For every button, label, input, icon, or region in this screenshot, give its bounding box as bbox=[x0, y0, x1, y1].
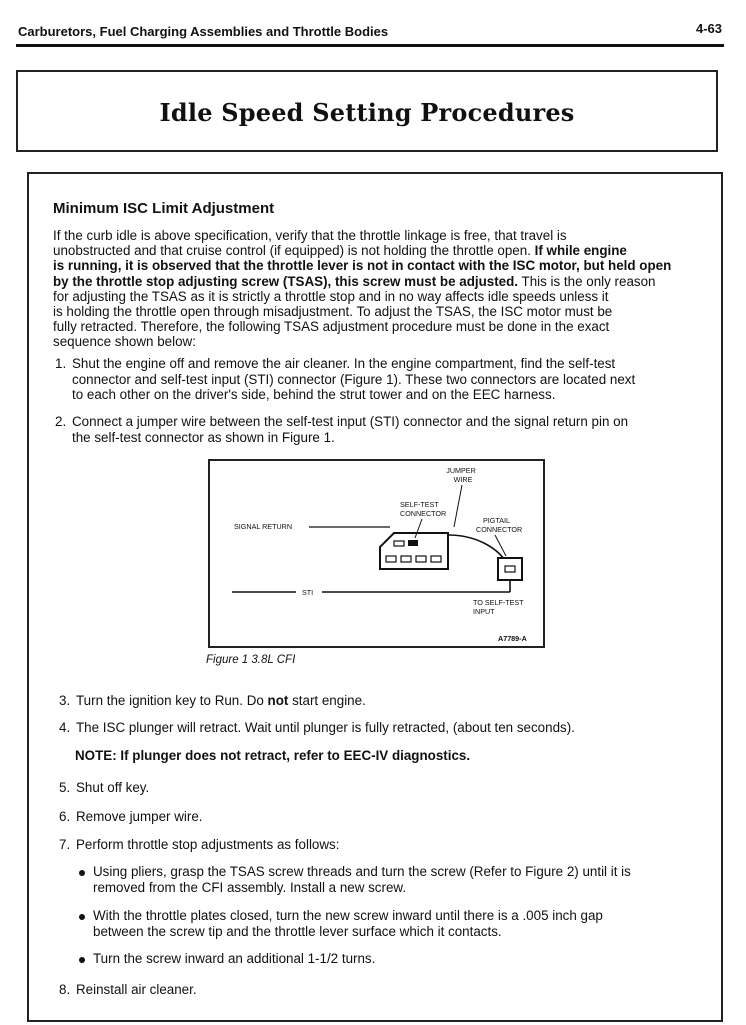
label-wire: WIRE bbox=[453, 475, 473, 484]
wiring-diagram bbox=[210, 461, 543, 646]
intro-line: is holding the throttle open through misadjustment. To adjust the TSAS, the ISC motor must be bbox=[53, 304, 613, 320]
title-box bbox=[16, 70, 718, 152]
note: NOTE: If plunger does not retract, refer to EEC-IV diagnostics. bbox=[75, 748, 471, 763]
label-pigtail: PIGTAIL bbox=[483, 516, 511, 525]
intro-line: sequence shown below: bbox=[53, 334, 196, 350]
bullet-icon bbox=[79, 870, 85, 876]
label-jumper: JUMPER bbox=[446, 466, 476, 475]
label-input: INPUT bbox=[473, 607, 495, 616]
figure-1 bbox=[208, 459, 545, 648]
label-sti: STI bbox=[302, 588, 314, 597]
bullet-icon bbox=[79, 914, 85, 920]
self-test-connector bbox=[380, 533, 448, 569]
section-heading: Minimum ISC Limit Adjustment bbox=[53, 200, 275, 217]
page-header bbox=[18, 21, 722, 42]
intro-line: unobstructed and that cruise control (if equipped) is not holding the throttle open. If while engine bbox=[53, 243, 627, 259]
figure-code: A7789-A bbox=[498, 634, 527, 643]
intro-line: is running, it is observed that the throttle lever is not in contact with the ISC motor, but held open bbox=[53, 258, 672, 274]
label-connector: CONNECTOR bbox=[400, 509, 447, 518]
label-self-test: SELF-TEST bbox=[400, 500, 439, 509]
header-rule bbox=[16, 44, 724, 47]
intro-line: for adjusting the TSAS as it is strictly a throttle stop and in no way affects idle speeds unless it bbox=[53, 288, 609, 304]
figure-caption: Figure 1 3.8L CFI bbox=[206, 654, 296, 666]
page-number: 4-63 bbox=[695, 21, 722, 36]
intro-line: by the throttle stop adjusting screw (TSAS), this screw must be adjusted. This is the only reason bbox=[53, 273, 656, 289]
page-title: Idle Speed Setting Procedures bbox=[159, 98, 575, 127]
intro-paragraph bbox=[53, 228, 685, 350]
intro-line: If the curb idle is above specification, verify that the throttle linkage is free, that travel is bbox=[53, 228, 567, 243]
label-signal-return: SIGNAL RETURN bbox=[234, 522, 293, 531]
bullet-icon bbox=[79, 957, 85, 963]
label-to-self-test: TO SELF-TEST bbox=[473, 598, 524, 607]
intro-line: fully retracted. Therefore, the following TSAS adjustment procedure must be done in the exact bbox=[53, 319, 610, 335]
section-title: Carburetors, Fuel Charging Assemblies and Throttle Bodies bbox=[18, 24, 389, 39]
label-pigtail-connector: CONNECTOR bbox=[476, 525, 523, 534]
